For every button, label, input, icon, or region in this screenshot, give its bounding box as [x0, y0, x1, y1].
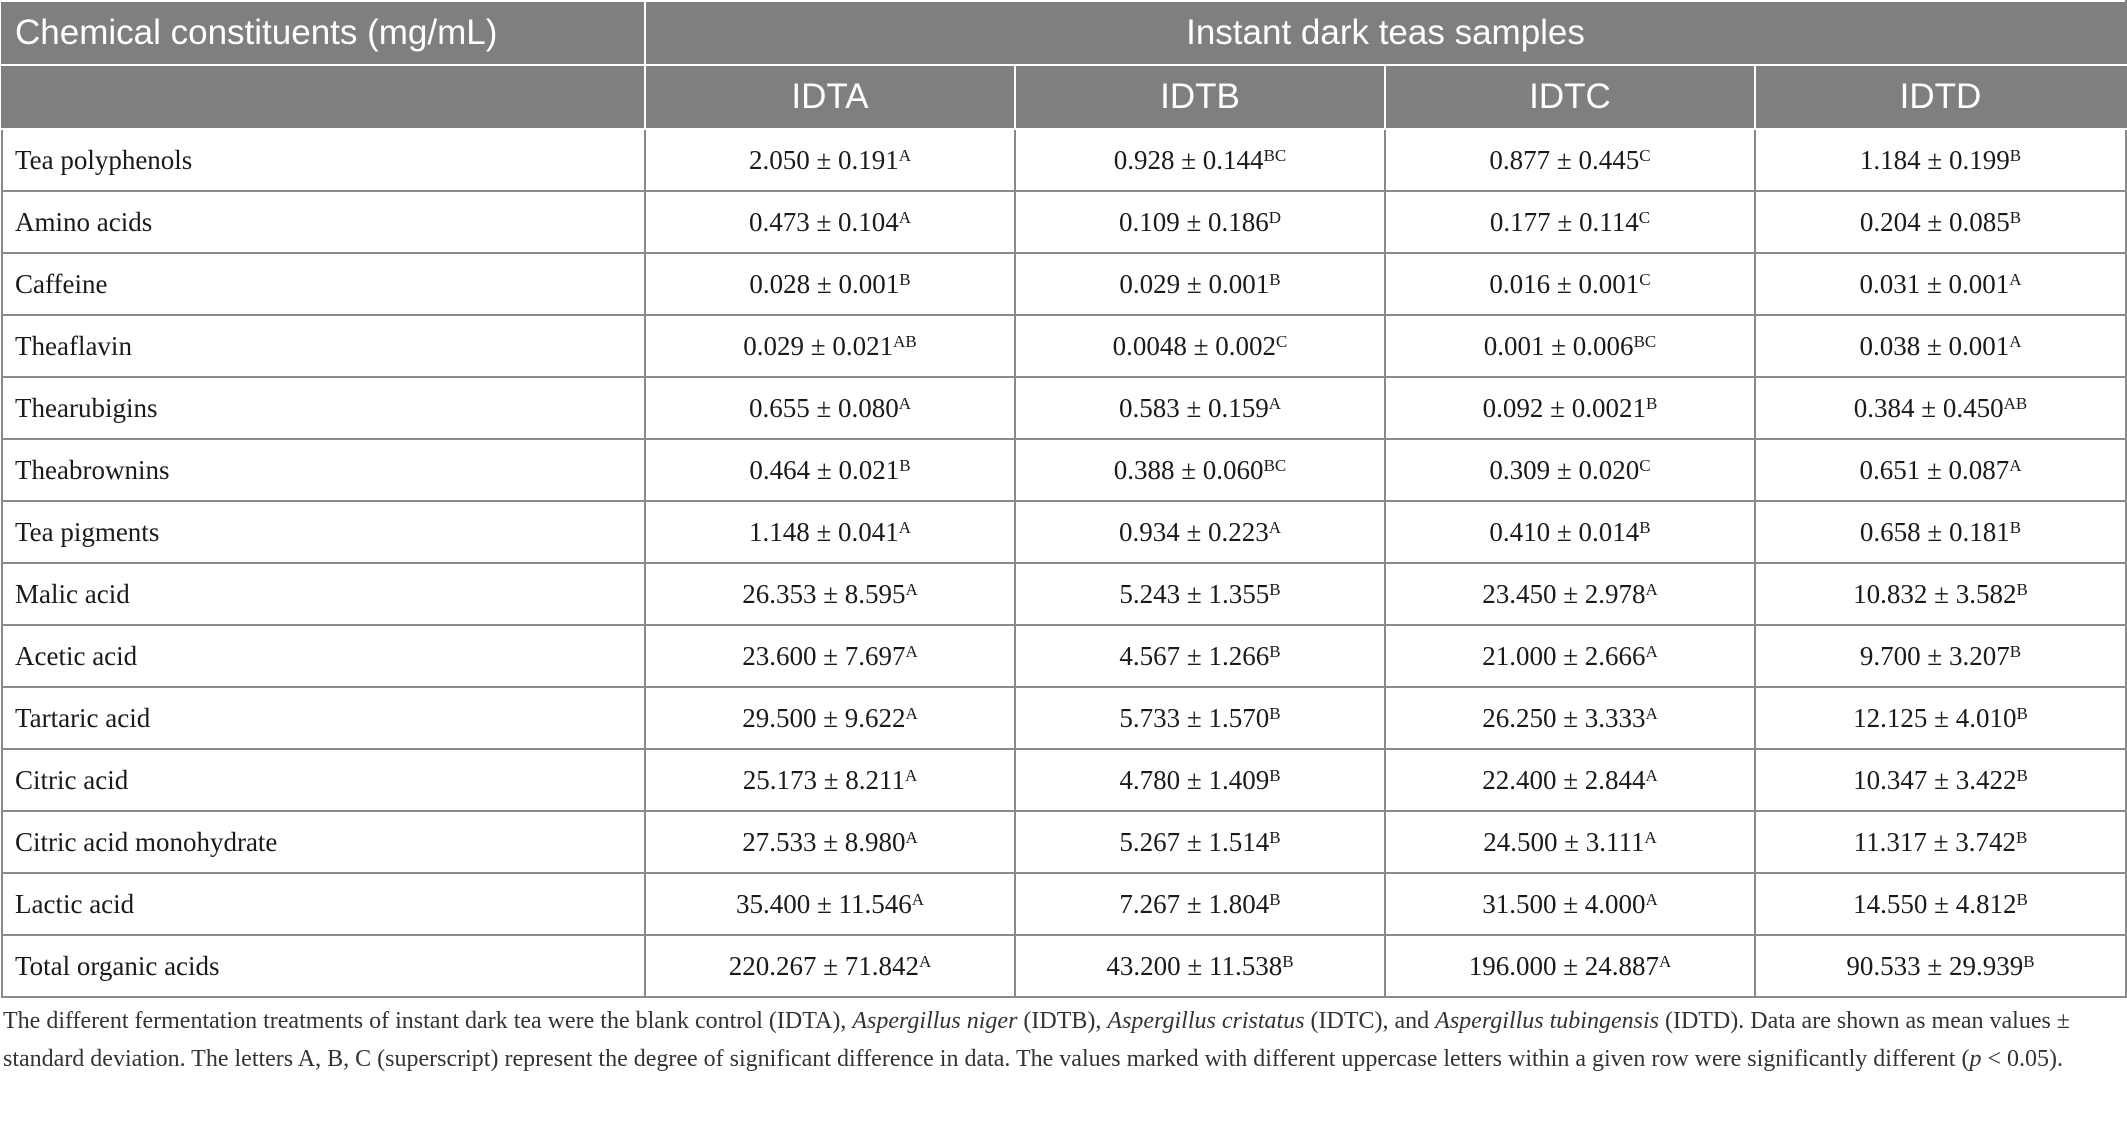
cell-value: 9.700 ± 3.207	[1859, 640, 2010, 671]
significance-letter: A	[898, 145, 912, 165]
significance-letter: A	[911, 889, 925, 909]
corner-header-blank	[2, 65, 645, 129]
cell-value: 4.567 ± 1.266	[1119, 640, 1270, 671]
cell-value: 0.877 ± 0.445	[1489, 144, 1640, 175]
significance-letter: BC	[1263, 455, 1287, 475]
significance-letter: A	[1645, 579, 1658, 599]
table-cell	[1755, 749, 2126, 811]
significance-letter: D	[1268, 207, 1282, 227]
row-label: Citric acid	[2, 749, 645, 811]
cell-value: 4.780 ± 1.409	[1119, 764, 1270, 795]
cell-value: 5.733 ± 1.570	[1119, 702, 1270, 733]
table-cell	[1385, 811, 1755, 873]
significance-letter: B	[899, 269, 911, 289]
cell-value: 2.050 ± 0.191	[748, 144, 899, 175]
footnote-text: (IDTD). Data are shown as mean values ± standard deviation. The letters A, B, C (superscript) represent the degree of significant difference in data. The values marked with different uppercase letters within a given row were significantly different (	[3, 1008, 2070, 1072]
table-cell	[645, 129, 1015, 191]
row-label: Total organic acids	[2, 935, 645, 997]
cell-value: 0.384 ± 0.450	[1853, 392, 2004, 423]
cell-value: 5.267 ± 1.514	[1119, 826, 1270, 857]
significance-letter: A	[905, 827, 918, 847]
table-row	[2, 811, 2126, 873]
cell-value: 23.450 ± 2.978	[1482, 578, 1646, 609]
table-cell	[1385, 253, 1755, 315]
table-cell	[1385, 563, 1755, 625]
table-cell	[1755, 873, 2126, 935]
table-footnote	[3, 1002, 2121, 1078]
cell-value: 0.001 ± 0.006	[1483, 330, 1634, 361]
table-cell	[1755, 439, 2126, 501]
table-cell	[1385, 935, 1755, 997]
significance-letter: B	[1269, 765, 1281, 785]
cell-value: 5.243 ± 1.355	[1119, 578, 1270, 609]
table-cell	[1385, 377, 1755, 439]
table-cell	[1755, 315, 2126, 377]
significance-letter: C	[1639, 269, 1651, 289]
significance-letter: A	[2009, 455, 2022, 475]
cell-value: 0.928 ± 0.144	[1113, 144, 1264, 175]
cell-value: 35.400 ± 11.546	[735, 888, 912, 919]
table-body	[2, 129, 2126, 997]
table-cell	[1015, 873, 1385, 935]
cell-value: 0.309 ± 0.020	[1489, 454, 1640, 485]
cell-value: 22.400 ± 2.844	[1482, 764, 1646, 795]
table-cell	[1015, 129, 1385, 191]
significance-letter: B	[2016, 579, 2028, 599]
table-cell	[645, 935, 1015, 997]
footnote-text: (IDTC), and	[1304, 1008, 1436, 1034]
cell-value: 0.177 ± 0.114	[1489, 206, 1639, 237]
table-cell	[645, 873, 1015, 935]
footnote-species: Aspergillus cristatus	[1107, 1008, 1305, 1034]
table-cell	[645, 501, 1015, 563]
table-cell	[1015, 253, 1385, 315]
cell-value: 90.533 ± 29.939	[1846, 950, 2024, 981]
table-cell	[1755, 191, 2126, 253]
table-cell	[1015, 315, 1385, 377]
cell-value: 0.651 ± 0.087	[1859, 454, 2010, 485]
cell-value: 0.658 ± 0.181	[1859, 516, 2010, 547]
table-row	[2, 129, 2126, 191]
table-cell	[645, 253, 1015, 315]
cell-value: 0.109 ± 0.186	[1118, 206, 1269, 237]
significance-letter: C	[1275, 331, 1288, 351]
significance-letter: B	[2016, 703, 2028, 723]
cell-value: 0.016 ± 0.001	[1489, 268, 1640, 299]
table-cell	[1755, 811, 2126, 873]
table-cell	[1015, 935, 1385, 997]
table-cell	[1755, 377, 2126, 439]
table-cell	[1015, 687, 1385, 749]
table-cell	[645, 749, 1015, 811]
row-label: Amino acids	[2, 191, 645, 253]
table-cell	[1755, 935, 2126, 997]
cell-value: 23.600 ± 7.697	[742, 640, 906, 671]
significance-letter: A	[1645, 641, 1658, 661]
cell-value: 29.500 ± 9.622	[742, 702, 906, 733]
column-header: IDTC	[1385, 65, 1755, 129]
table-cell	[645, 315, 1015, 377]
row-label: Theabrownins	[2, 439, 645, 501]
table-row	[2, 749, 2126, 811]
table-cell	[1385, 625, 1755, 687]
cell-value: 0.583 ± 0.159	[1118, 392, 1269, 423]
cell-value: 0.029 ± 0.001	[1119, 268, 1270, 299]
table-row	[2, 191, 2126, 253]
significance-letter: B	[1269, 641, 1281, 661]
column-header: IDTA	[645, 65, 1015, 129]
footnote-species: Aspergillus niger	[852, 1008, 1018, 1034]
table-cell	[1385, 191, 1755, 253]
table-cell	[1755, 625, 2126, 687]
cell-value: 0.029 ± 0.021	[743, 330, 894, 361]
cell-value: 220.267 ± 71.842	[728, 950, 920, 981]
row-label: Citric acid monohydrate	[2, 811, 645, 873]
cell-value: 0.655 ± 0.080	[748, 392, 899, 423]
significance-letter: A	[1645, 703, 1658, 723]
cell-value: 43.200 ± 11.538	[1106, 950, 1283, 981]
cell-value: 11.317 ± 3.742	[1853, 826, 2016, 857]
significance-letter: A	[898, 207, 912, 227]
table-cell	[645, 377, 1015, 439]
table-row	[2, 625, 2126, 687]
table-cell	[645, 439, 1015, 501]
table-row	[2, 315, 2126, 377]
table-cell	[1755, 563, 2126, 625]
chemical-constituents-table	[1, 0, 2127, 998]
significance-letter: B	[1282, 951, 1294, 971]
cell-value: 0.0048 ± 0.002	[1112, 330, 1276, 361]
row-label: Lactic acid	[2, 873, 645, 935]
header-row-group	[2, 1, 2126, 65]
table-cell	[1385, 129, 1755, 191]
table-cell	[645, 811, 1015, 873]
footnote-p-symbol: p	[1969, 1046, 1982, 1072]
table-cell	[1755, 501, 2126, 563]
table-row	[2, 439, 2126, 501]
significance-letter: A	[919, 951, 932, 971]
group-header: Instant dark teas samples	[645, 1, 2126, 65]
table-cell	[1015, 625, 1385, 687]
significance-letter: B	[2023, 951, 2035, 971]
cell-value: 196.000 ± 24.887	[1468, 950, 1660, 981]
table-cell	[1755, 129, 2126, 191]
footnote-text: (IDTB),	[1017, 1008, 1108, 1034]
cell-value: 0.028 ± 0.001	[749, 268, 900, 299]
significance-letter: B	[1269, 579, 1281, 599]
table-cell	[645, 625, 1015, 687]
table-cell	[1385, 501, 1755, 563]
row-label: Theaflavin	[2, 315, 645, 377]
significance-letter: A	[905, 579, 918, 599]
row-label: Tea polyphenols	[2, 129, 645, 191]
footnote-text: The different fermentation treatments of instant dark tea were the blank control (IDTA),	[3, 1008, 853, 1034]
cell-value: 0.204 ± 0.085	[1859, 206, 2010, 237]
significance-letter: A	[1645, 765, 1658, 785]
cell-value: 27.533 ± 8.980	[742, 826, 906, 857]
significance-letter: B	[899, 455, 911, 475]
cell-value: 10.832 ± 3.582	[1853, 578, 2017, 609]
table-cell	[1755, 687, 2126, 749]
significance-letter: B	[2015, 827, 2028, 847]
table-cell	[1015, 191, 1385, 253]
table-cell	[1385, 749, 1755, 811]
cell-value: 26.353 ± 8.595	[742, 578, 906, 609]
significance-letter: A	[1268, 393, 1282, 413]
table-cell	[1015, 377, 1385, 439]
table-cell	[1015, 501, 1385, 563]
significance-letter: B	[2016, 765, 2028, 785]
cell-value: 0.388 ± 0.060	[1113, 454, 1264, 485]
table-row	[2, 935, 2126, 997]
footnote-text: < 0.05).	[1981, 1046, 2063, 1072]
significance-letter: B	[1269, 827, 1281, 847]
significance-letter: A	[1644, 827, 1657, 847]
significance-letter: A	[1268, 517, 1282, 537]
significance-letter: B	[1269, 703, 1281, 723]
significance-letter: B	[2016, 889, 2028, 909]
table-row	[2, 253, 2126, 315]
cell-value: 31.500 ± 4.000	[1482, 888, 1646, 919]
cell-value: 0.934 ± 0.223	[1118, 516, 1269, 547]
row-label: Caffeine	[2, 253, 645, 315]
cell-value: 0.464 ± 0.021	[749, 454, 900, 485]
cell-value: 0.092 ± 0.0021	[1482, 392, 1646, 423]
row-label: Tartaric acid	[2, 687, 645, 749]
significance-letter: A	[905, 765, 918, 785]
table-cell	[645, 191, 1015, 253]
significance-letter: A	[2009, 269, 2022, 289]
cell-value: 1.184 ± 0.199	[1859, 144, 2010, 175]
table-cell	[1385, 315, 1755, 377]
significance-letter: B	[1645, 393, 1658, 413]
significance-letter: C	[1639, 145, 1651, 165]
header-row-columns	[2, 65, 2126, 129]
table-cell	[1015, 439, 1385, 501]
table-cell	[1385, 439, 1755, 501]
significance-letter: AB	[893, 331, 917, 351]
significance-letter: A	[898, 517, 912, 537]
row-label: Tea pigments	[2, 501, 645, 563]
column-header: IDTB	[1015, 65, 1385, 129]
significance-letter: A	[1645, 889, 1658, 909]
significance-letter: A	[905, 641, 918, 661]
cell-value: 26.250 ± 3.333	[1482, 702, 1646, 733]
significance-letter: B	[1639, 517, 1651, 537]
significance-letter: A	[2009, 331, 2022, 351]
significance-letter: A	[905, 703, 918, 723]
significance-letter: A	[1659, 951, 1672, 971]
cell-value: 14.550 ± 4.812	[1853, 888, 2017, 919]
significance-letter: A	[898, 393, 912, 413]
significance-letter: B	[2009, 517, 2022, 537]
table-cell	[1385, 873, 1755, 935]
significance-letter: B	[1269, 269, 1281, 289]
significance-letter: BC	[1633, 331, 1657, 351]
corner-header: Chemical constituents (mg/mL)	[2, 1, 645, 65]
significance-letter: C	[1638, 207, 1651, 227]
significance-letter: B	[2009, 207, 2022, 227]
significance-letter: AB	[2003, 393, 2028, 413]
significance-letter: BC	[1263, 145, 1287, 165]
table-row	[2, 501, 2126, 563]
row-label: Thearubigins	[2, 377, 645, 439]
cell-value: 7.267 ± 1.804	[1119, 888, 1270, 919]
table-row	[2, 873, 2126, 935]
significance-letter: B	[2009, 641, 2022, 661]
column-header: IDTD	[1755, 65, 2126, 129]
cell-value: 1.148 ± 0.041	[748, 516, 899, 547]
table-cell	[1385, 687, 1755, 749]
row-label: Malic acid	[2, 563, 645, 625]
cell-value: 24.500 ± 3.111	[1483, 826, 1645, 857]
cell-value: 10.347 ± 3.422	[1853, 764, 2017, 795]
cell-value: 0.038 ± 0.001	[1859, 330, 2010, 361]
significance-letter: B	[2009, 145, 2022, 165]
table-row	[2, 377, 2126, 439]
significance-letter: C	[1639, 455, 1651, 475]
cell-value: 25.173 ± 8.211	[742, 764, 906, 795]
cell-value: 0.031 ± 0.001	[1859, 268, 2010, 299]
row-label: Acetic acid	[2, 625, 645, 687]
table-row	[2, 687, 2126, 749]
table-cell	[1015, 811, 1385, 873]
cell-value: 0.473 ± 0.104	[748, 206, 899, 237]
table-cell	[1755, 253, 2126, 315]
table-row	[2, 563, 2126, 625]
table-cell	[645, 687, 1015, 749]
significance-letter: B	[1269, 889, 1281, 909]
table-cell	[1015, 563, 1385, 625]
footnote-species: Aspergillus tubingensis	[1435, 1008, 1659, 1034]
table-cell	[1015, 749, 1385, 811]
cell-value: 12.125 ± 4.010	[1853, 702, 2017, 733]
table-cell	[645, 563, 1015, 625]
cell-value: 21.000 ± 2.666	[1482, 640, 1646, 671]
cell-value: 0.410 ± 0.014	[1489, 516, 1640, 547]
